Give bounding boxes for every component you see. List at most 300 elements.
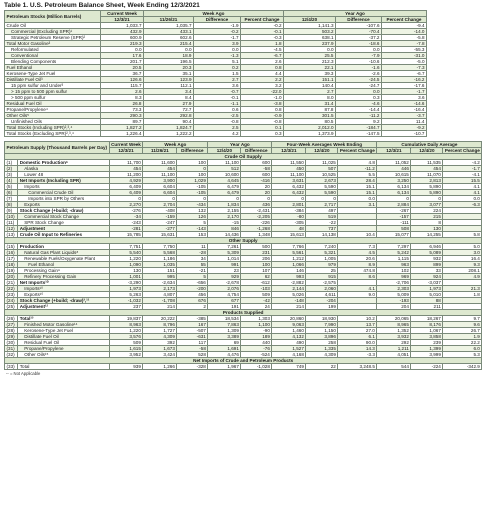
row-value: 89.7: [101, 119, 144, 125]
supply-header-cur-date: 12/3/21: [109, 148, 143, 154]
row-number: (17): [5, 256, 18, 262]
row-value: 737: [306, 226, 338, 232]
row-value: -4.5: [241, 47, 284, 53]
table-title: Table 1. U.S. Petroleum Balance Sheet, Week Ending 12/3/2021: [4, 2, 200, 9]
row-value: 9.3: [443, 262, 482, 268]
row-value: 2,813: [411, 178, 443, 184]
row-value: 1,033.7: [101, 23, 144, 29]
row-value: 22.1: [284, 65, 336, 71]
row-number: (28): [5, 328, 18, 334]
row-value: 4.1: [443, 184, 482, 190]
row-value: 508: [377, 226, 411, 232]
row-value: 8: [411, 220, 443, 226]
row-label: Exports¹⁰: [18, 292, 109, 298]
row-value: 600.9: [101, 35, 144, 41]
row-value: 4,754: [208, 292, 241, 298]
other-supply-body: [5, 244, 482, 310]
row-value: 2.7: [284, 89, 336, 95]
row-value: 36.7: [101, 71, 144, 77]
row-number: (16): [5, 250, 18, 256]
row-value: 15,613: [272, 232, 306, 238]
row-value: -148: [272, 298, 306, 304]
row-value: 1,186: [143, 256, 177, 262]
row-value: 1,673: [143, 346, 177, 352]
row-value: 1,824.7: [144, 125, 194, 131]
row-value: 25: [306, 268, 338, 274]
row-value: -15: [208, 220, 241, 226]
row-value: 27.0: [338, 328, 377, 334]
row-value: -408: [143, 208, 177, 214]
row-value: 20,860: [272, 316, 306, 322]
row-value: -16.2: [382, 77, 427, 83]
row-value: 214: [272, 304, 306, 310]
row-value: 1,348: [241, 232, 272, 238]
row-value: 20.5: [101, 65, 144, 71]
row-label: > 500 ppm sulfur: [5, 95, 101, 101]
row-value: 2,673: [306, 178, 338, 184]
row-value: 602.6: [144, 35, 194, 41]
row-value: 191: [208, 304, 241, 310]
row-label: Imports¹⁰: [18, 286, 109, 292]
supply-header-c-pct: Percent Change: [444, 148, 480, 153]
row-value: 7,240: [306, 244, 338, 250]
row-number: (9): [5, 208, 18, 214]
row-value: 0.0: [101, 47, 144, 53]
row-value: 3,389: [208, 334, 241, 340]
row-value: 1,212: [272, 256, 306, 262]
row-value: -305: [272, 220, 306, 226]
row-value: 11,070: [411, 172, 443, 178]
row-value: 146: [272, 268, 306, 274]
row-value: 19,837: [109, 316, 143, 322]
row-number: (18): [5, 262, 18, 268]
row-value: 677: [208, 298, 241, 304]
row-value: -200: [177, 286, 208, 292]
row-value: 0.0: [144, 47, 194, 53]
row-value: 7,261: [208, 244, 241, 250]
row-value: -1,028: [241, 364, 272, 370]
row-label: Reformulated: [5, 47, 101, 53]
row-value: -0.1: [194, 95, 241, 101]
row-value: 5.5: [338, 172, 377, 178]
row-value: 3,858: [411, 334, 443, 340]
row-value: 73.3: [101, 107, 144, 113]
row-value: 231: [241, 250, 272, 256]
row-label: Crude Oil: [5, 23, 101, 29]
row-value: 55: [177, 262, 208, 268]
row-value: 1,220: [109, 328, 143, 334]
row-value: 512: [208, 166, 241, 172]
row-value: 544: [377, 364, 411, 370]
row-value: -1.3: [194, 53, 241, 59]
row-number: (33): [5, 364, 18, 370]
row-value: 20,065: [377, 316, 411, 322]
row-number: (29): [5, 334, 18, 340]
row-value: 1,014: [208, 256, 241, 262]
row-value: 11,100: [272, 172, 306, 178]
row-value: 2,303: [377, 286, 411, 292]
row-value: 11,600: [143, 160, 177, 166]
row-value: 939: [109, 364, 143, 370]
supply-header-wa-date: 11/26/21: [143, 148, 177, 154]
row-value: -10.7: [382, 131, 427, 137]
row-value: 3,424: [143, 352, 177, 358]
row-value: 5,010: [411, 292, 443, 298]
row-value: -159: [143, 214, 177, 220]
row-value: 26.8: [101, 101, 144, 107]
row-value: 9.6: [443, 322, 482, 328]
row-label: Commercial Stock Change: [18, 214, 109, 220]
row-value: 1,100: [241, 322, 272, 328]
row-value: -0.1: [241, 29, 284, 35]
row-value: 1,973: [411, 286, 443, 292]
row-value: 11,052: [377, 160, 411, 166]
row-value: -7.9: [336, 53, 382, 59]
row-value: 5,089: [411, 250, 443, 256]
row-label: Kerosene-Type Jet Fuel: [5, 71, 101, 77]
row-value: 3,631: [272, 178, 306, 184]
row-value: 1,373.9: [284, 131, 336, 137]
row-value: -2,575: [306, 280, 338, 286]
row-value: -1.7: [194, 35, 241, 41]
row-value: -1,708: [143, 298, 177, 304]
row-value: 2.7: [194, 77, 241, 83]
row-label: 15 ppm sulfur and Under³: [5, 83, 101, 89]
row-value: -24.7: [336, 83, 382, 89]
row-value: 490: [272, 340, 306, 346]
row-number: (25): [5, 304, 18, 310]
row-label: Net Imports (Including SPR): [18, 178, 109, 184]
row-value: -28: [177, 250, 208, 256]
row-value: 13.7: [338, 322, 377, 328]
row-value: 153: [177, 232, 208, 238]
row-value: 6,604: [143, 184, 177, 190]
row-value: -16.4: [382, 107, 427, 113]
row-value: -0.2: [241, 23, 284, 29]
stocks-header-label: Petroleum Stocks (Million Barrels): [5, 11, 101, 23]
row-value: -22: [306, 220, 338, 226]
row-value: 1.8: [443, 292, 482, 298]
row-value: 4.9: [443, 274, 482, 280]
row-value: -111: [377, 220, 411, 226]
row-value: 3.2: [241, 83, 284, 89]
row-value: 1,226.4: [101, 131, 144, 137]
row-value: 292.8: [144, 113, 194, 119]
row-number: (11): [5, 220, 18, 226]
section-crude-oil-supply: Crude Oil Supply: [5, 154, 482, 160]
row-value: -416: [241, 178, 272, 184]
row-value: 500: [241, 244, 272, 250]
row-value: 211: [411, 304, 443, 310]
row-value: 995: [143, 274, 177, 280]
row-value: 130: [411, 226, 443, 232]
row-value: -2,634: [143, 280, 177, 286]
supply-header-year-ago: Year Ago: [208, 142, 272, 148]
row-value: 749: [272, 364, 306, 370]
row-value: 48: [272, 226, 306, 232]
row-value: 1,005: [306, 256, 338, 262]
row-value: -224: [411, 364, 443, 370]
row-value: 1,309: [208, 328, 241, 334]
supply-header-ya-diff: Difference: [241, 148, 272, 154]
row-value: 10,600: [208, 172, 241, 178]
table-row: [5, 364, 482, 370]
row-value: 212.3: [284, 59, 336, 65]
row-value: 454: [109, 166, 143, 172]
row-value: 6.1: [338, 334, 377, 340]
petroleum-stocks-table: [4, 10, 427, 137]
row-value: -7.3: [382, 65, 427, 71]
row-value: 3,900: [143, 178, 177, 184]
row-value: 201.7: [101, 59, 144, 65]
row-value: 0.0: [336, 47, 382, 53]
row-value: 27.9: [144, 101, 194, 107]
row-value: 4,051: [377, 352, 411, 358]
row-value: 3.6: [194, 83, 241, 89]
row-value: 5,009: [377, 292, 411, 298]
stocks-body: [5, 23, 427, 137]
row-value: 1,266: [143, 364, 177, 370]
row-value: 676: [177, 298, 208, 304]
row-value: 239: [411, 340, 443, 346]
row-value: 88: [411, 298, 443, 304]
row-value: 6,409: [109, 190, 143, 196]
row-label: Lower 48: [18, 172, 109, 178]
row-value: 33: [411, 268, 443, 274]
row-value: -226: [241, 220, 272, 226]
row-value: 292: [377, 340, 411, 346]
row-value: 454: [143, 166, 177, 172]
supply-header-four-week: Four-Week Averages Week Ending: [272, 142, 377, 148]
row-value: 638.1: [284, 35, 336, 41]
row-value: 112.1: [144, 83, 194, 89]
row-value: 72.7: [144, 107, 194, 113]
row-value: 20,222: [143, 316, 177, 322]
stocks-header-week-ago: Week Ago: [144, 11, 284, 17]
row-value: 15.1: [338, 184, 377, 190]
row-value: -14.6: [382, 101, 427, 107]
supply-header-c2: 12/4/20: [411, 148, 443, 154]
footnote: -- = Not Applicable: [6, 371, 41, 376]
row-value: 0: [109, 196, 143, 202]
row-value: 0: [272, 196, 306, 202]
row-value: 2,170: [208, 214, 241, 220]
row-value: 2,155: [208, 208, 241, 214]
row-label: Other Oils¹⁵: [18, 352, 109, 358]
stocks-header-wa-date: 11/26/21: [144, 17, 194, 23]
row-value: 132: [177, 208, 208, 214]
row-value: 18.9: [144, 53, 194, 59]
petroleum-supply-table: [4, 141, 482, 370]
row-value: 100: [241, 262, 272, 268]
row-value: 1,827.2: [101, 125, 144, 131]
section-products-supplied: Products Supplied: [5, 310, 482, 316]
row-value: 87.8: [284, 107, 336, 113]
row-value: 1,303: [241, 316, 272, 322]
supply-header-wa-diff: Difference: [177, 148, 208, 154]
row-value: 963: [377, 262, 411, 268]
row-value: 20.6: [338, 256, 377, 262]
row-label: Distillate Fuel Oil: [18, 334, 109, 340]
row-number: (30): [5, 340, 18, 346]
row-label: Stock Change (+build; -draw): [18, 208, 109, 214]
row-value: 3,248.5: [338, 364, 377, 370]
row-label: Total: [18, 364, 109, 370]
row-value: 1,834: [208, 202, 241, 208]
row-value: 11,100: [143, 172, 177, 178]
row-value: -276: [109, 208, 143, 214]
row-value: 15.1: [338, 190, 377, 196]
row-value: -524: [241, 352, 272, 358]
row-value: 4.2: [194, 131, 241, 137]
row-value: 208.1: [443, 268, 482, 274]
row-number: (10): [5, 214, 18, 220]
row-value: 7,863: [208, 322, 241, 328]
row-value: 5.8: [443, 232, 482, 238]
row-value: 5,561: [272, 250, 306, 256]
row-value: -107.6: [336, 23, 382, 29]
row-value: -105: [177, 190, 208, 196]
row-value: 979: [306, 262, 338, 268]
row-value: 5,309: [208, 250, 241, 256]
row-value: 20: [241, 190, 272, 196]
row-value: 18,534: [208, 316, 241, 322]
row-value: 5,321: [306, 250, 338, 256]
row-value: -4.2: [443, 160, 482, 166]
row-value: 5,263: [109, 292, 143, 298]
row-value: 5,890: [411, 190, 443, 196]
row-value: -1,268: [241, 226, 272, 232]
row-value: 1,727: [143, 328, 177, 334]
row-value: 0.0: [336, 89, 382, 95]
row-value: 2,270: [109, 202, 143, 208]
row-value: 969: [377, 274, 411, 280]
row-value: 846: [208, 226, 241, 232]
row-value: 126: [177, 214, 208, 220]
supply-header-label: Petroleum Supply (Thousand Barrels per Day): [5, 142, 110, 154]
row-value: 8.6: [338, 274, 377, 280]
row-value: -277: [143, 226, 177, 232]
row-value: -0.9: [241, 113, 284, 119]
row-value: 2,144: [272, 286, 306, 292]
row-value: 237: [109, 304, 143, 310]
row-value: 899: [411, 262, 443, 268]
row-value: 20: [241, 184, 272, 190]
row-value: -105: [177, 184, 208, 190]
row-number: (3): [5, 172, 18, 178]
row-value: 4.8: [338, 160, 377, 166]
supply-header-fw-pct: Percent Change: [338, 148, 377, 154]
row-value: -1.0: [241, 95, 284, 101]
row-value: 1,035: [143, 262, 177, 268]
row-value: -3.3: [338, 352, 377, 358]
row-value: 519: [306, 214, 338, 220]
row-label: Commercial Crude Oil: [18, 190, 109, 196]
row-value: -247: [143, 220, 177, 226]
row-number: (1): [5, 160, 18, 166]
row-value: -6.3: [443, 202, 482, 208]
row-value: -2,431: [241, 208, 272, 214]
row-number: (21): [5, 280, 18, 286]
row-value: 100: [177, 172, 208, 178]
row-label: Refinery Processing Gain: [18, 274, 109, 280]
row-value: 25.5: [284, 53, 336, 59]
row-value: 6,432: [272, 190, 306, 196]
row-value: 14,255: [411, 232, 443, 238]
row-value: 219.3: [101, 41, 144, 47]
row-value: 3.4: [144, 89, 194, 95]
row-value: 4,611: [306, 292, 338, 298]
row-value: 215.4: [144, 41, 194, 47]
row-value: -0.8: [194, 119, 241, 125]
row-value: 0.0: [284, 47, 336, 53]
supply-header-week-ago: Week Ago: [143, 142, 208, 148]
row-value: 0: [177, 196, 208, 202]
row-value: 1,460: [272, 328, 306, 334]
row-label: Blending Components: [5, 59, 101, 65]
row-value: 497: [306, 208, 338, 214]
row-value: -37.2: [336, 35, 382, 41]
row-value: -0.3: [241, 35, 284, 41]
row-value: -70.4: [336, 29, 382, 35]
row-value: 4,929: [109, 178, 143, 184]
row-value: 6,134: [377, 190, 411, 196]
row-value: -384: [272, 208, 306, 214]
row-value: 6,409: [109, 184, 143, 190]
row-label: Strategic Petroleum Reserve (SPR)²: [5, 35, 101, 41]
row-value: 0.3: [241, 131, 284, 137]
row-label: Other Oils⁵: [5, 113, 101, 119]
row-value: 28.4: [338, 178, 377, 184]
row-value: 10,525: [306, 172, 338, 178]
row-value: 22: [306, 364, 338, 370]
row-value: 204: [377, 304, 411, 310]
row-value: -507: [177, 328, 208, 334]
row-value: -157: [377, 214, 411, 220]
row-value: 1,066: [272, 262, 306, 268]
row-value: 2,076: [208, 286, 241, 292]
row-label: Conventional: [5, 53, 101, 59]
row-label: Adjustment: [18, 226, 109, 232]
row-label: Residual Fuel Oil: [18, 340, 109, 346]
row-value: 31.4: [284, 101, 336, 107]
row-value: -3.8: [241, 101, 284, 107]
row-value: 4,807: [143, 292, 177, 298]
stocks-header-wa-pct: Percent Change: [241, 17, 284, 23]
row-value: -1.7: [443, 166, 482, 172]
row-value: 130: [109, 268, 143, 274]
row-value: 5,590: [306, 184, 338, 190]
row-value: 8,176: [411, 322, 443, 328]
row-value: 0.2: [194, 65, 241, 71]
row-value: 301.5: [284, 113, 336, 119]
row-number: (20): [5, 274, 18, 280]
row-value: 5: [177, 220, 208, 226]
row-value: 10,615: [377, 172, 411, 178]
row-label: Production: [18, 244, 109, 250]
row-value: -14.0: [382, 29, 427, 35]
supply-header-fw1: 12/3/21: [272, 148, 306, 154]
row-label: Imports into SPR by Others: [18, 196, 109, 202]
row-value: -6.7: [382, 71, 427, 77]
row-value: 2,801: [272, 202, 306, 208]
row-value: 8,796: [143, 322, 177, 328]
row-label: Distillate Fuel Oil³: [5, 77, 101, 83]
row-label: Unfinished Oils: [5, 119, 101, 125]
row-value: -22.0: [241, 89, 284, 95]
row-number: (13): [5, 232, 18, 238]
row-value: 1,691: [208, 346, 241, 352]
